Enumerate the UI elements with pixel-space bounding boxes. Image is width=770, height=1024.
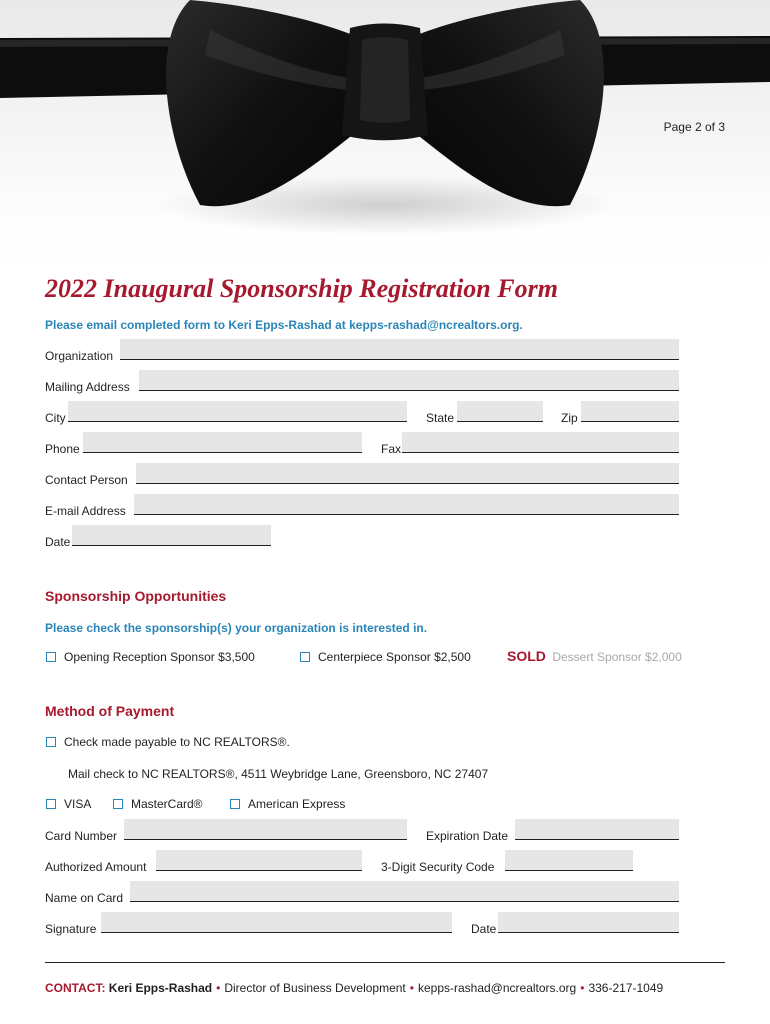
sold-badge: SOLD	[507, 648, 546, 664]
authorized-amount-field[interactable]	[156, 850, 362, 871]
fax-field[interactable]	[402, 432, 679, 453]
zip-field[interactable]	[581, 401, 679, 422]
check-payment-option[interactable]	[46, 735, 290, 749]
option-label: VISA	[64, 797, 92, 811]
expiration-date-label: Expiration Date	[426, 829, 509, 843]
form-title: 2022 Inaugural Sponsorship Registration Form	[45, 274, 558, 303]
signature-field[interactable]	[101, 912, 452, 933]
email-label: E-mail Address	[45, 504, 126, 518]
option-label: MasterCard®	[131, 797, 203, 811]
phone-field[interactable]	[83, 432, 362, 453]
checkbox[interactable]	[46, 737, 56, 747]
name-on-card-label: Name on Card	[45, 891, 124, 905]
expiration-date-field[interactable]	[515, 819, 679, 840]
footer-contact	[45, 981, 663, 995]
checkbox[interactable]	[46, 652, 56, 662]
date-label: Date	[45, 535, 71, 549]
contact-person-label: Contact Person	[45, 473, 128, 487]
bow-tie-photo	[0, 0, 770, 270]
option-label: American Express	[248, 797, 346, 811]
mastercard-option[interactable]	[113, 797, 203, 811]
contact-name: Keri Epps-Rashad	[108, 981, 213, 995]
payment-heading: Method of Payment	[45, 703, 175, 719]
bullet-separator: •	[216, 981, 221, 995]
mail-check-note: Mail check to NC REALTORS®, 4511 Weybridge Lane, Greensboro, NC 27407	[68, 767, 489, 781]
centerpiece-option[interactable]	[300, 650, 471, 664]
city-label: City	[45, 411, 66, 425]
mailing-address-label: Mailing Address	[45, 380, 130, 394]
opening-reception-option[interactable]	[46, 650, 255, 664]
security-code-field[interactable]	[505, 850, 633, 871]
amex-option[interactable]	[230, 797, 345, 811]
email-instructions: Please email completed form to Keri Epps-Rashad at kepps-rashad@ncrealtors.org.	[45, 318, 523, 332]
option-label: Opening Reception Sponsor $3,500	[64, 650, 255, 664]
authorized-amount-label: Authorized Amount	[45, 860, 147, 874]
checkbox[interactable]	[113, 799, 123, 809]
bullet-separator: •	[580, 981, 585, 995]
state-field[interactable]	[457, 401, 543, 422]
email-field[interactable]	[134, 494, 679, 515]
option-label: Check made payable to NC REALTORS®.	[64, 735, 290, 749]
bullet-separator: •	[409, 981, 414, 995]
visa-option[interactable]	[46, 797, 91, 811]
phone-label: Phone	[45, 442, 80, 456]
contact-role: Director of Business Development	[224, 981, 406, 995]
checkbox[interactable]	[46, 799, 56, 809]
signature-label: Signature	[45, 922, 97, 936]
card-number-field[interactable]	[124, 819, 407, 840]
payment-date-field[interactable]	[498, 912, 679, 933]
date-field[interactable]	[72, 525, 271, 546]
security-code-label: 3-Digit Security Code	[381, 860, 495, 874]
organization-label: Organization	[45, 349, 114, 363]
checkbox[interactable]	[230, 799, 240, 809]
footer-divider	[45, 962, 725, 963]
sponsorship-instructions: Please check the sponsorship(s) your organization is interested in.	[45, 621, 428, 635]
contact-email[interactable]: kepps-rashad@ncrealtors.org	[417, 981, 577, 995]
contact-label: CONTACT:	[45, 981, 106, 995]
bow-tie-graphic	[0, 0, 770, 270]
card-number-label: Card Number	[45, 829, 118, 843]
fax-label: Fax	[381, 442, 402, 456]
option-label: Centerpiece Sponsor $2,500	[318, 650, 471, 664]
page-number: Page 2 of 3	[663, 120, 725, 134]
contact-phone: 336-217-1049	[588, 981, 664, 995]
state-label: State	[426, 411, 455, 425]
zip-label: Zip	[561, 411, 578, 425]
city-field[interactable]	[68, 401, 407, 422]
dessert-sponsor-sold	[507, 648, 682, 666]
name-on-card-field[interactable]	[130, 881, 679, 902]
organization-field[interactable]	[120, 339, 679, 360]
checkbox[interactable]	[300, 652, 310, 662]
contact-person-field[interactable]	[136, 463, 679, 484]
payment-date-label: Date	[471, 922, 497, 936]
sold-option-label: Dessert Sponsor $2,000	[552, 650, 682, 664]
mailing-address-field[interactable]	[139, 370, 679, 391]
sponsorship-heading: Sponsorship Opportunities	[45, 588, 227, 604]
